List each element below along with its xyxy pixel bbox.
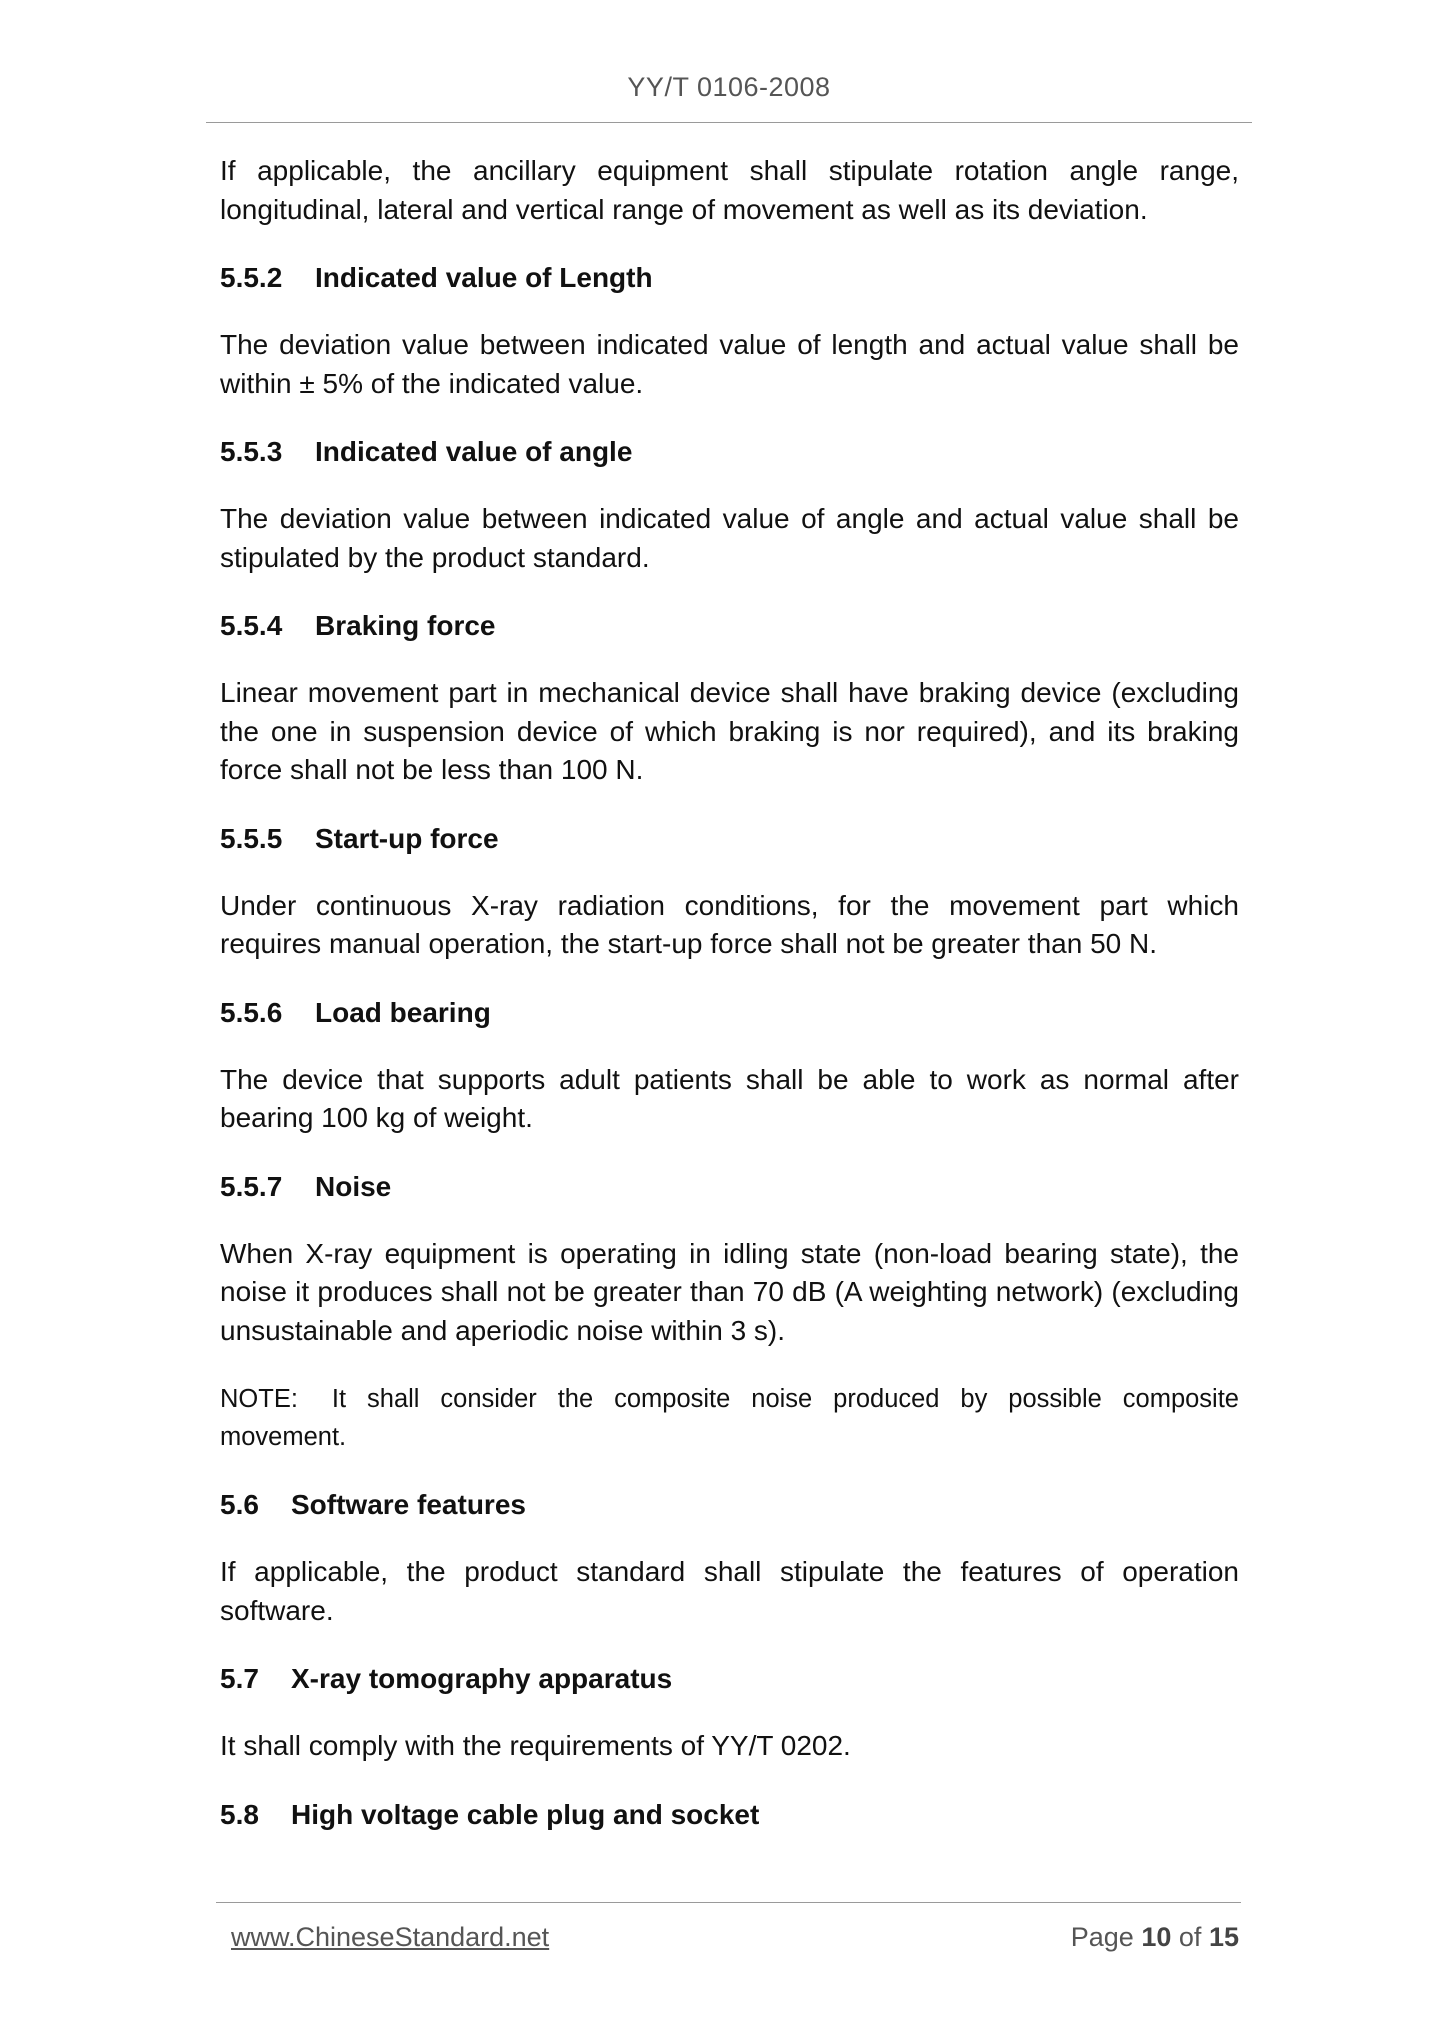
section-5-5-3-heading [220, 433, 1239, 471]
section-title: Indicated value of Length [315, 262, 653, 293]
section-5-5-4-text: Linear movement part in mechanical device shall have braking device (excluding the one in suspension device of which braking is nor required), and its braking force shall not be less than 100 N. [220, 677, 1239, 785]
section-5-7-heading [220, 1660, 1239, 1698]
section-5-5-2-heading [220, 259, 1239, 297]
section-number: 5.5.5 [220, 822, 283, 854]
current-page: 10 [1141, 1922, 1172, 1952]
footer-divider [216, 1902, 1241, 1903]
intro-paragraph: If applicable, the ancillary equipment shall stipulate rotation angle range, longitudinal, lateral and vertical range of movement as well as its deviation. [220, 155, 1239, 225]
section-title: Indicated value of angle [315, 436, 633, 467]
section-title: Start-up force [315, 822, 499, 854]
section-5-5-5-heading [220, 820, 1239, 858]
document-code-header: YY/T 0106-2008 [627, 72, 831, 102]
section-title: High voltage cable plug and socket [291, 1798, 760, 1830]
section-number: 5.6 [220, 1489, 259, 1520]
section-5-8-heading [220, 1796, 1239, 1834]
section-title: Braking force [315, 610, 496, 641]
section-number: 5.5.4 [220, 610, 283, 641]
section-number: 5.5.2 [220, 262, 283, 293]
page-number [1071, 1922, 1239, 1953]
note-text: It shall consider the composite noise produced by possible composite movement. [220, 1385, 1239, 1451]
section-number: 5.5.7 [220, 1170, 283, 1202]
header-divider [206, 122, 1252, 123]
section-5-6-text: If applicable, the product standard shall stipulate the features of operation software. [220, 1556, 1239, 1626]
section-5-5-3-text: The deviation value between indicated value of angle and actual value shall be stipulated by the product standard. [220, 503, 1239, 573]
section-number: 5.8 [220, 1798, 259, 1830]
section-title: Noise [315, 1170, 392, 1202]
section-5-5-5-text: Under continuous X-ray radiation conditions, for the movement part which requires manual operation, the start-up force shall not be greater than 50 N. [220, 889, 1239, 959]
note-label: NOTE: [220, 1385, 298, 1413]
section-5-7-text: It shall comply with the requirements of YY/T 0202. [220, 1730, 851, 1761]
section-title: Software features [291, 1489, 526, 1520]
page-body [220, 152, 1239, 1863]
section-5-5-4-heading [220, 607, 1239, 645]
page-prefix: Page [1070, 1922, 1134, 1952]
section-number: 5.5.6 [220, 996, 283, 1028]
website-link[interactable]: www.ChineseStandard.net [231, 1922, 550, 1952]
noise-note [220, 1380, 1239, 1456]
section-number: 5.7 [220, 1663, 259, 1694]
section-title: Load bearing [315, 996, 491, 1028]
total-pages: 15 [1208, 1922, 1239, 1952]
section-5-5-7-text: When X-ray equipment is operating in idling state (non-load bearing state), the noise it produces shall not be greater than 70 dB (A weighting network) (excluding unsustainable and aperiodic noise within 3 s). [220, 1237, 1239, 1346]
section-5-5-6-heading [220, 994, 1239, 1032]
section-5-6-heading [220, 1486, 1239, 1524]
section-title: X-ray tomography apparatus [291, 1663, 673, 1694]
section-5-5-7-heading [220, 1168, 1239, 1206]
section-5-5-6-text: The device that supports adult patients shall be able to work as normal after bearing 100 kg of weight. [220, 1063, 1239, 1133]
section-5-5-2-text: The deviation value between indicated value of length and actual value shall be within ± 5% of the indicated value. [220, 329, 1239, 399]
page-of: of [1178, 1922, 1202, 1952]
section-number: 5.5.3 [220, 436, 283, 467]
